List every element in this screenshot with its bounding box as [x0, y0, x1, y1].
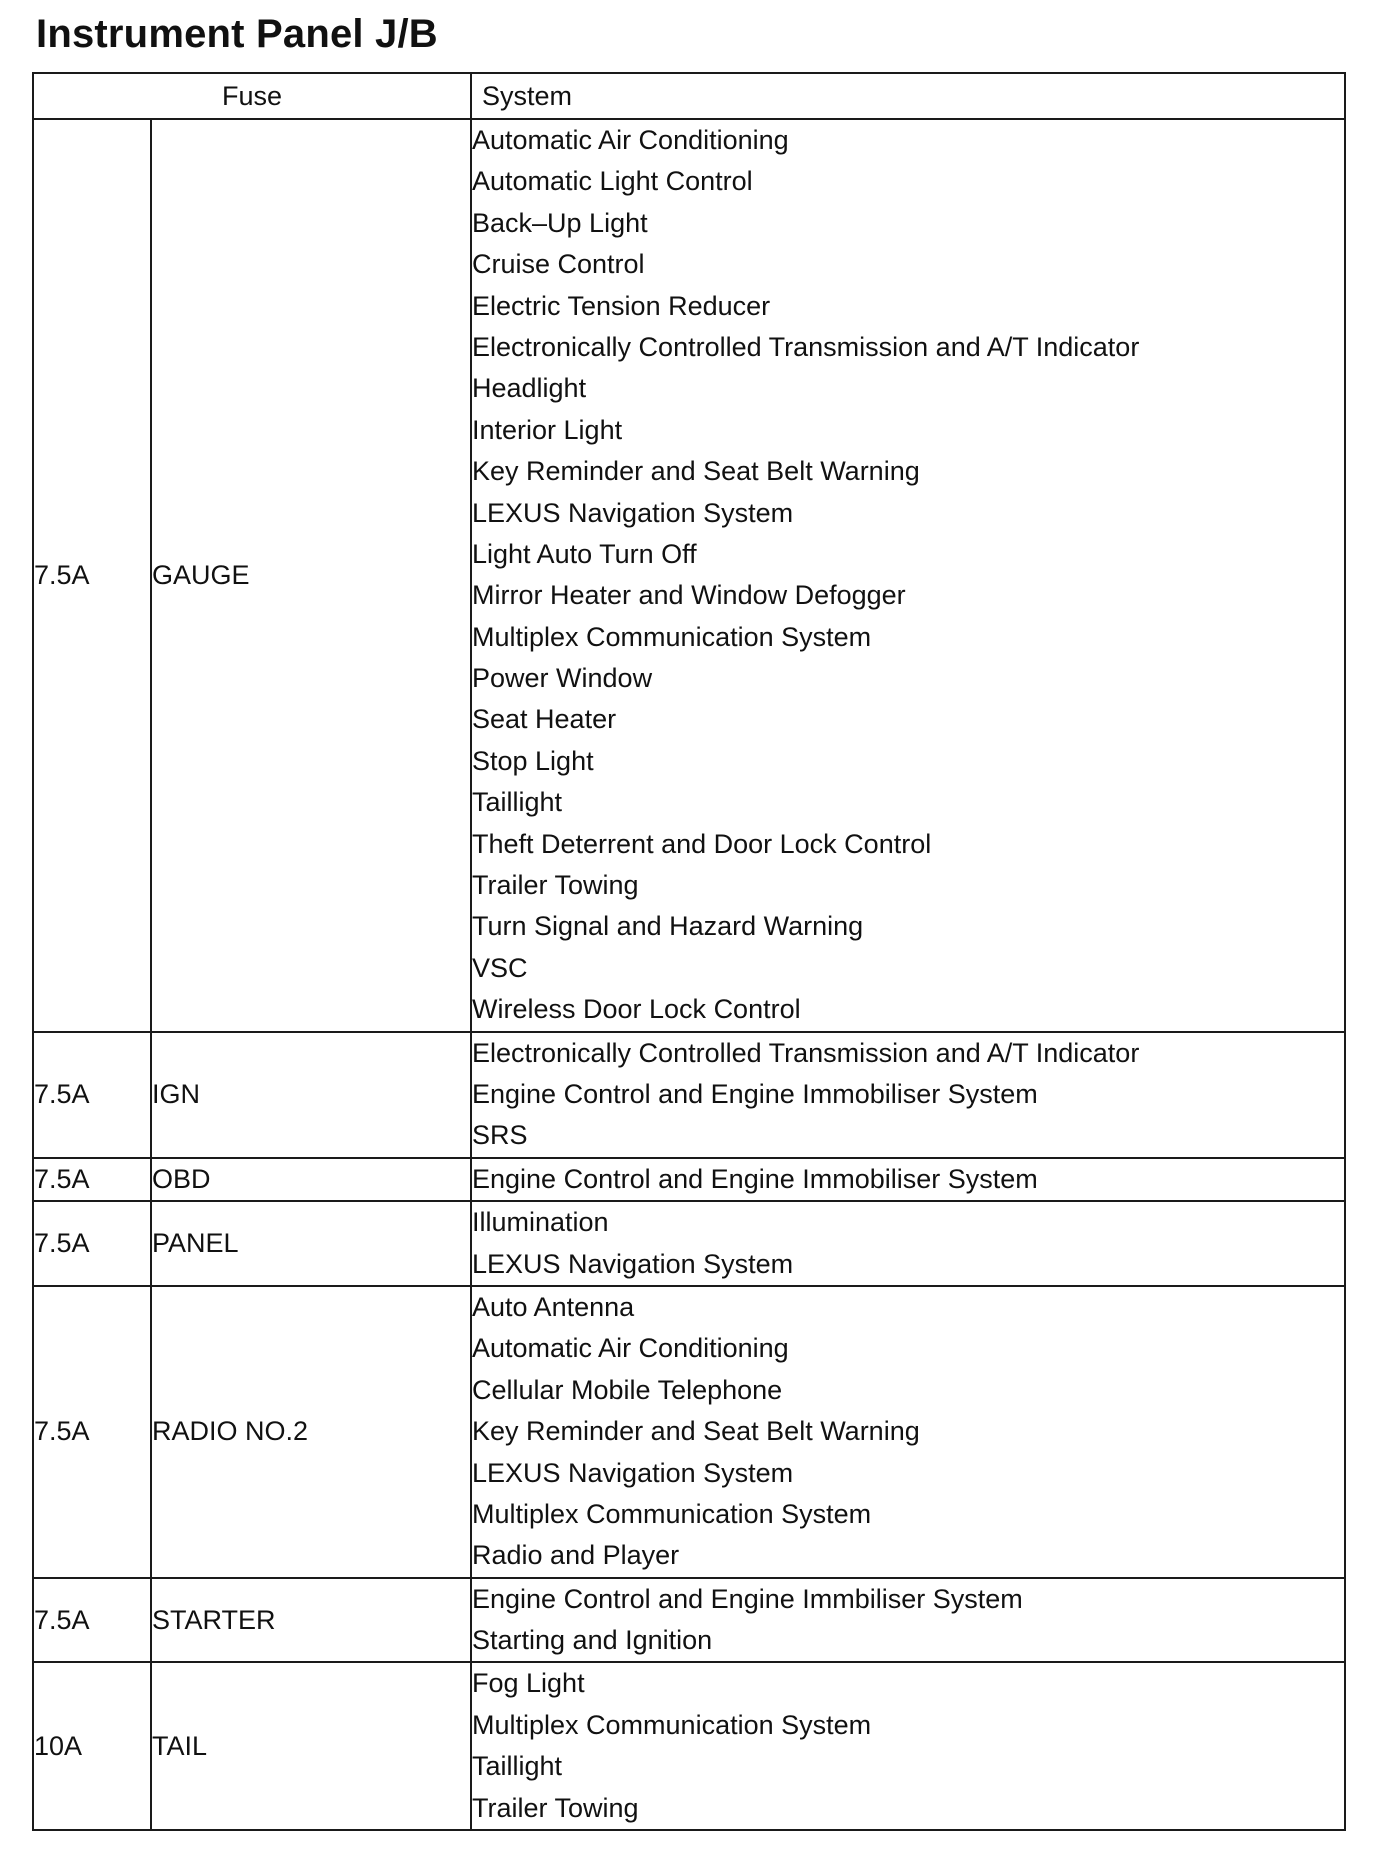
- fuse-row-tail: [33, 1662, 1345, 1830]
- system-item: LEXUS Navigation System: [472, 497, 794, 528]
- system-item: Engine Control and Engine Immbiliser System: [472, 1583, 1023, 1614]
- system-item: Cellular Mobile Telephone: [472, 1374, 783, 1405]
- fuse-row-ign: [33, 1032, 1345, 1158]
- system-item: Turn Signal and Hazard Warning: [472, 911, 864, 942]
- system-item: Cruise Control: [472, 249, 645, 280]
- fuse-table: [32, 72, 1346, 1831]
- system-item: Taillight: [472, 787, 563, 818]
- system-list: [471, 1158, 1345, 1201]
- fuse-name: OBD: [151, 1158, 471, 1201]
- system-list: [471, 1578, 1345, 1663]
- fuse-amperage: 7.5A: [33, 1286, 151, 1578]
- system-item: Auto Antenna: [472, 1291, 635, 1322]
- system-item: Headlight: [472, 373, 587, 404]
- system-item: Key Reminder and Seat Belt Warning: [472, 1416, 920, 1447]
- system-item: Multiplex Communication System: [472, 1498, 872, 1529]
- fuse-name: RADIO NO.2: [151, 1286, 471, 1578]
- fuse-name: STARTER: [151, 1578, 471, 1663]
- fuse-column-header: Fuse: [33, 73, 471, 119]
- system-item: Back–Up Light: [472, 207, 648, 238]
- fuse-amperage: 7.5A: [33, 1578, 151, 1663]
- fuse-amperage: 7.5A: [33, 1201, 151, 1286]
- system-item: VSC: [472, 952, 528, 983]
- system-item: Starting and Ignition: [472, 1625, 713, 1656]
- fuse-row-starter: [33, 1578, 1345, 1663]
- system-item: Wireless Door Lock Control: [472, 994, 801, 1025]
- system-item: Light Auto Turn Off: [472, 538, 697, 569]
- table-header-row: [33, 73, 1345, 119]
- system-item: Automatic Light Control: [472, 166, 753, 197]
- system-list: [471, 119, 1345, 1032]
- system-item: Automatic Air Conditioning: [472, 125, 789, 155]
- system-item: Key Reminder and Seat Belt Warning: [472, 456, 920, 487]
- system-list: [471, 1286, 1345, 1578]
- system-item: Electronically Controlled Transmission and A/T Indicator: [472, 331, 1140, 362]
- system-item: Radio and Player: [472, 1540, 680, 1571]
- system-item: Taillight: [472, 1751, 563, 1782]
- fuse-row-obd: [33, 1158, 1345, 1201]
- system-item: Seat Heater: [472, 704, 617, 735]
- fuse-name: PANEL: [151, 1201, 471, 1286]
- system-item: LEXUS Navigation System: [472, 1248, 794, 1279]
- fuse-amperage: 7.5A: [33, 119, 151, 1032]
- system-list: [471, 1201, 1345, 1286]
- fuse-name: IGN: [151, 1032, 471, 1158]
- fuse-row-panel: [33, 1201, 1345, 1286]
- system-item: Multiplex Communication System: [472, 1709, 872, 1740]
- system-column-header: System: [471, 73, 1345, 119]
- fuse-row-gauge: [33, 119, 1345, 1032]
- system-item: Fog Light: [472, 1668, 585, 1699]
- system-item: Electronically Controlled Transmission and A/T Indicator: [472, 1037, 1140, 1068]
- system-item: Electric Tension Reducer: [472, 290, 771, 321]
- system-item: Trailer Towing: [472, 870, 639, 901]
- page-title: Instrument Panel J/B: [36, 12, 438, 56]
- system-item: Power Window: [472, 663, 653, 694]
- system-list: [471, 1662, 1345, 1830]
- system-item: Illumination: [472, 1207, 609, 1238]
- system-item: Multiplex Communication System: [472, 621, 872, 652]
- fuse-amperage: 7.5A: [33, 1158, 151, 1201]
- system-item: Engine Control and Engine Immobiliser System: [472, 1163, 1038, 1194]
- system-item: Engine Control and Engine Immobiliser System: [472, 1078, 1038, 1109]
- fuse-row-radio-no-2: [33, 1286, 1345, 1578]
- system-item: Trailer Towing: [472, 1792, 639, 1823]
- fuse-amperage: 7.5A: [33, 1032, 151, 1158]
- system-item: LEXUS Navigation System: [472, 1457, 794, 1488]
- system-item: Automatic Air Conditioning: [472, 1333, 789, 1364]
- fuse-table-body: [33, 119, 1345, 1830]
- fuse-name: TAIL: [151, 1662, 471, 1830]
- system-item: Stop Light: [472, 745, 594, 776]
- system-item: Mirror Heater and Window Defogger: [472, 580, 906, 611]
- system-list: [471, 1032, 1345, 1158]
- system-item: Theft Deterrent and Door Lock Control: [472, 828, 932, 859]
- system-item: SRS: [472, 1120, 528, 1151]
- fuse-amperage: 10A: [33, 1662, 151, 1830]
- system-item: Interior Light: [472, 414, 623, 445]
- fuse-name: GAUGE: [151, 119, 471, 1032]
